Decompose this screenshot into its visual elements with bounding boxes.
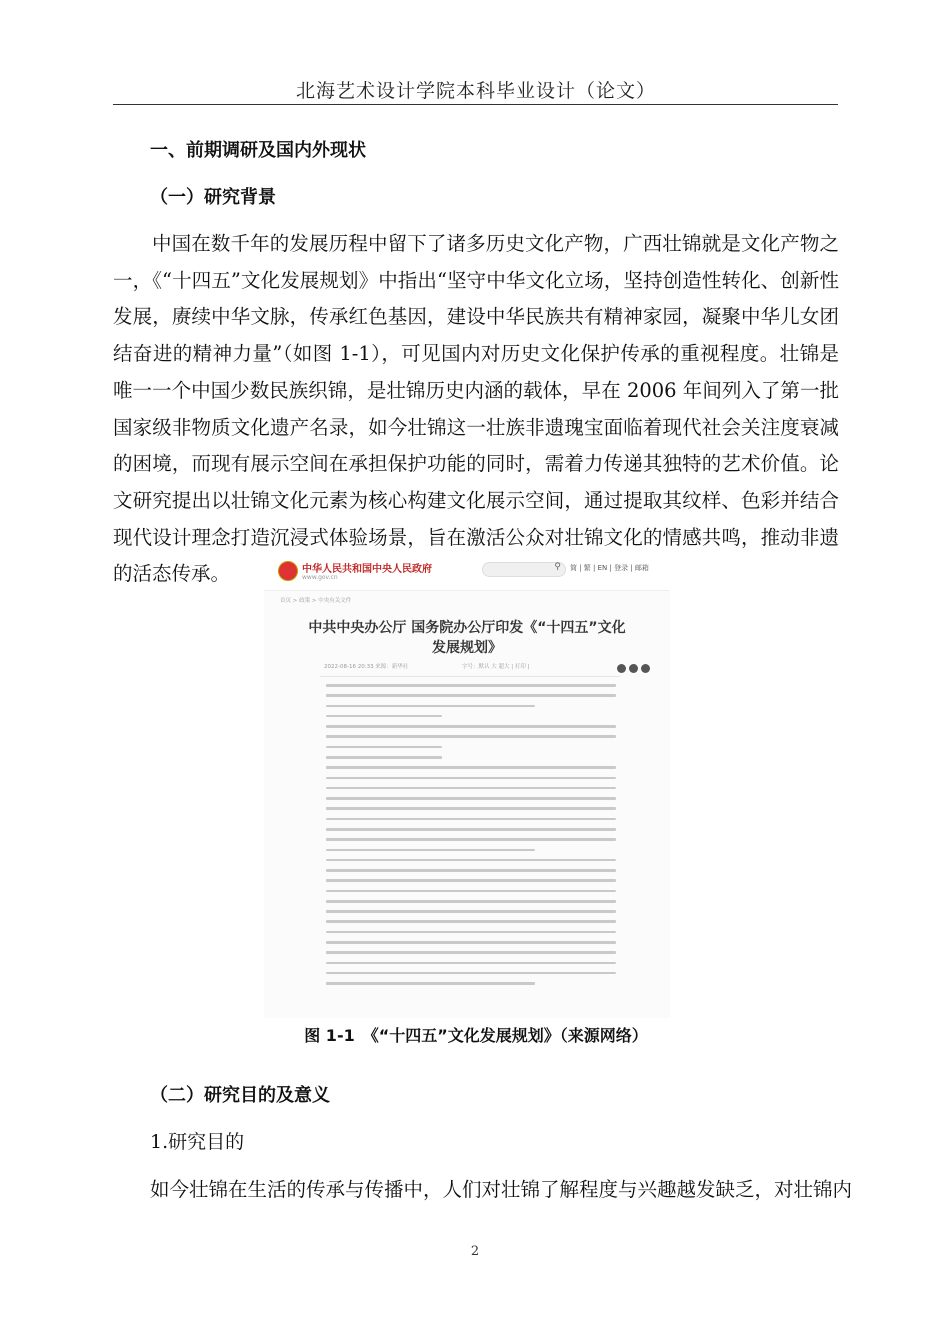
subsection-heading-purpose: （二）研究目的及意义: [150, 1085, 330, 1106]
text-line: [326, 777, 616, 780]
figure-divider: [320, 676, 620, 677]
figure-search-box: [482, 562, 566, 577]
text-line: [326, 951, 616, 954]
figure-breadcrumb: 首页 > 政策 > 中央有关文件: [280, 598, 352, 604]
text-line: [326, 684, 616, 687]
figure-caption: 图 1-1 《“十四五”文化发展规划》（来源网络）: [304, 1026, 648, 1045]
sub-subsection-heading: 1.研究目的: [150, 1131, 245, 1153]
text-line: [326, 838, 616, 841]
text-line: [326, 910, 616, 913]
page-number: 2: [470, 1244, 480, 1259]
text-line: [326, 920, 616, 923]
figure-article-tools: 字号：默认 大 超大 | 打印 |: [462, 664, 530, 670]
header-rule: [113, 104, 838, 105]
text-line: [326, 725, 616, 728]
text-line: [326, 982, 535, 985]
text-line: [326, 787, 616, 790]
text-line: [326, 962, 616, 965]
text-line: [326, 900, 616, 903]
text-line: [326, 931, 616, 934]
text-line: [326, 694, 616, 697]
figure-site-name: 中华人民共和国中央人民政府: [302, 564, 432, 575]
figure-article-meta: 2022-08-16 20:33 来源：新华社: [324, 664, 409, 670]
text-line: [326, 879, 616, 882]
figure-share-icons: [614, 658, 650, 677]
background-paragraph: 中国在数千年的发展历程中留下了诸多历史文化产物，广西壮锦就是文化产物之一，《“十四五”文化发展规划》中指出“坚守中华文化立场，坚持创造性转化、创新性发展，赓续中华文脉，传承红色基因，建设中华民族共有精神家园，凝聚中华儿女团结奋进的精神力量”（如图 1-1），可见国内对历史文化保护传承的重视程度。壮锦是唯一一个中国少数民族织锦，是壮锦历史内涵的载体，早在 2006 年间列入了第一批国家级非物质文化遗产名录，如今壮锦这一壮族非遗瑰宝面临着现代社会关注度衰减的困境，而现有展示空间在承担保护功能的同时，需着力传递其独特的艺术价值。论文研究提出以壮锦文化元素为核心构建文化展示空间，通过提取其纹样、色彩并结合现代设计理念打造沉浸式体验场景，旨在激活公众对壮锦文化的情感共鸣，推动非遗的活态传承。: [113, 232, 839, 586]
text-line: [326, 746, 442, 749]
share-icon: [641, 664, 650, 673]
share-icon: [617, 664, 626, 673]
text-line: [326, 797, 616, 800]
figure-screenshot: [264, 552, 670, 1018]
national-emblem-icon: [278, 561, 298, 581]
text-line: [326, 766, 616, 769]
figure-site-header: [264, 552, 670, 591]
figure-article-title: 中共中央办公厅 国务院办公厅印发《“十四五”文化发展规划》: [308, 620, 626, 656]
figure-article-body: [326, 684, 616, 992]
search-icon: ⚲: [554, 562, 561, 572]
purpose-paragraph: 如今壮锦在生活的传承与传播中，人们对壮锦了解程度与兴趣越发缺乏，对壮锦内: [150, 1178, 853, 1201]
section-heading: 一、前期调研及国内外现状: [150, 140, 366, 161]
text-line: [326, 807, 616, 810]
running-header: 北海艺术设计学院本科毕业设计（论文）: [295, 80, 656, 102]
text-line: [326, 715, 442, 718]
text-line: [326, 818, 616, 821]
text-line: [326, 972, 616, 975]
text-line: [326, 705, 535, 708]
figure-site-url: www.gov.cn: [302, 574, 338, 581]
text-line: [326, 735, 616, 738]
text-line: [326, 890, 616, 893]
text-line: [326, 849, 535, 852]
subsection-heading-background: （一）研究背景: [150, 187, 276, 208]
text-line: [326, 869, 616, 872]
text-line: [326, 859, 616, 862]
figure-nav-links: 简 | 繁 | EN | 登录 | 邮箱: [570, 564, 649, 572]
share-icon: [629, 664, 638, 673]
text-line: [326, 828, 616, 831]
text-line: [326, 941, 616, 944]
text-line: [326, 756, 442, 759]
